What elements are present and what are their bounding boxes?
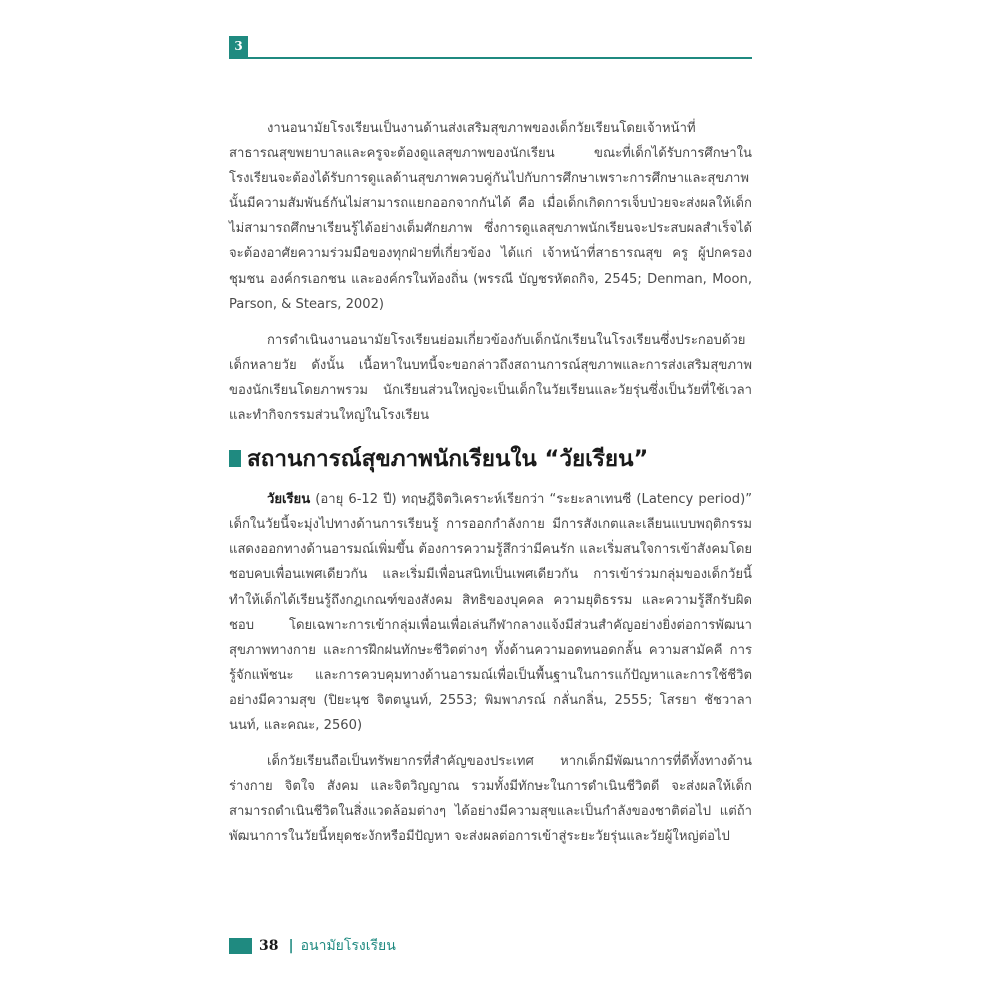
school-age-description: (อายุ 6-12 ปี) ทฤษฎีจิตวิเคราะห์เรียกว่า “ระยะลาเทนซี (Latency period)” เด็กในวัยนี้จะมุ่งไปทางด้านการเรียนรู้ การออกกำลังกาย มีการสังเกตและเลียนแบบพฤติกรรม แสดงออกทางด้านอารมณ์เพิ่มขึ้น ต้องการความรู้สึกว่ามีคนรัก และเริ่มสนใจการเข้าสังคมโดยชอบคบเพื่อนเพศเดียวกัน และเริ่มมีเพื่อนสนิทเป็นเพศเดียวกัน การเข้าร่วมกลุ่มของเด็กวัยนี้ทำให้เด็กได้เรียนรู้ถึงกฎเกณฑ์ของสังคม สิทธิของบุคคล ความยุติธรรม และความรู้สึกรับผิดชอบ โดยเฉพาะการเข้ากลุ่มเพื่อนเพื่อเล่นกีฬากลางแจ้งมีส่วนสำคัญอย่างยิ่งต่อการพัฒนาสุขภาพทางกาย และการฝึกฝนทักษะชีวิตต่างๆ ทั้งด้านความอดทนอดกลั้น ความสามัคคี การรู้จักแพ้ชนะ และการควบคุมทางด้านอารมณ์เพื่อเป็นพื้นฐานในการแก้ปัญหาและการใช้ชีวิตอย่างมีความสุข (ปิยะนุช จิตตนูนท์, 2553; พิมพาภรณ์ กลั่นกลิ่น, 2555; โสรยา ชัชวาลานนท์, และคณะ, 2560) [229, 492, 752, 733]
chapter-number-badge: 3 [229, 36, 248, 57]
footer-separator: | [288, 938, 294, 954]
heading-square-icon [229, 450, 241, 467]
section-heading [229, 439, 752, 479]
school-age-paragraph [229, 487, 752, 738]
page-footer [259, 934, 396, 958]
intro-paragraph: งานอนามัยโรงเรียนเป็นงานด้านส่งเสริมสุขภาพของเด็กวัยเรียนโดยเจ้าหน้าที่สาธารณสุขพยาบาลและครูจะต้องดูแลสุขภาพของนักเรียน ขณะที่เด็กได้รับการศึกษาในโรงเรียนจะต้องได้รับการดูแลด้านสุขภาพควบคู่กันไปกับการศึกษาเพราะการศึกษาและสุขภาพนั้นมีความสัมพันธ์กันไม่สามารถแยกออกจากกันได้ คือ เมื่อเด็กเกิดการเจ็บป่วยจะส่งผลให้เด็กไม่สามารถศึกษาเรียนรู้ได้อย่างเต็มศักยภาพ ซึ่งการดูแลสุขภาพนักเรียนจะประสบผลสำเร็จได้จะต้องอาศัยความร่วมมือของทุกฝ่ายที่เกี่ยวข้อง ได้แก่ เจ้าหน้าที่สาธารณสุข ครู ผู้ปกครอง ชุมชน องค์กรเอกชน และองค์กรในท้องถิ่น (พรรณี บัญชรหัตถกิจ, 2545; Denman, Moon, Parson, & Stears, 2002) [229, 121, 752, 312]
school-age-term: วัยเรียน [267, 492, 311, 508]
book-title: อนามัยโรงเรียน [300, 938, 396, 954]
page-number: 38 [259, 938, 279, 954]
scope-paragraph: การดำเนินงานอนามัยโรงเรียนย่อมเกี่ยวข้องกับเด็กนักเรียนในโรงเรียนซึ่งประกอบด้วยเด็กหลายวัย ดังนั้น เนื้อหาในบทนี้จะขอกล่าวถึงสถานการณ์สุขภาพและการส่งเสริมสุขภาพของนักเรียนโดยภาพรวม นักเรียนส่วนใหญ่จะเป็นเด็กในวัยเรียนและวัยรุ่นซึ่งเป็นวัยที่ใช้เวลาและทำกิจกรรมส่วนใหญ่ในโรงเรียน [229, 332, 752, 424]
footer-accent-bar [229, 938, 252, 954]
page-body [229, 116, 752, 860]
resource-paragraph: เด็กวัยเรียนถือเป็นทรัพยากรที่สำคัญของประเทศ หากเด็กมีพัฒนาการที่ดีทั้งทางด้านร่างกาย จิตใจ สังคม และจิตวิญญาณ รวมทั้งมีทักษะในการดำเนินชีวิตดี จะส่งผลให้เด็กสามารถดำเนินชีวิตในสิ่งแวดล้อมต่างๆ ได้อย่างมีความสุขและเป็นกำลังของชาติต่อไป แต่ถ้าพัฒนาการในวัยนี้หยุดชะงักหรือมีปัญหา จะส่งผลต่อการเข้าสู่ระยะวัยรุ่นและวัยผู้ใหญ่ต่อไป [229, 754, 752, 845]
section-heading-text: สถานการณ์สุขภาพนักเรียนใน “วัยเรียน” [247, 446, 649, 473]
header-divider [229, 57, 752, 59]
